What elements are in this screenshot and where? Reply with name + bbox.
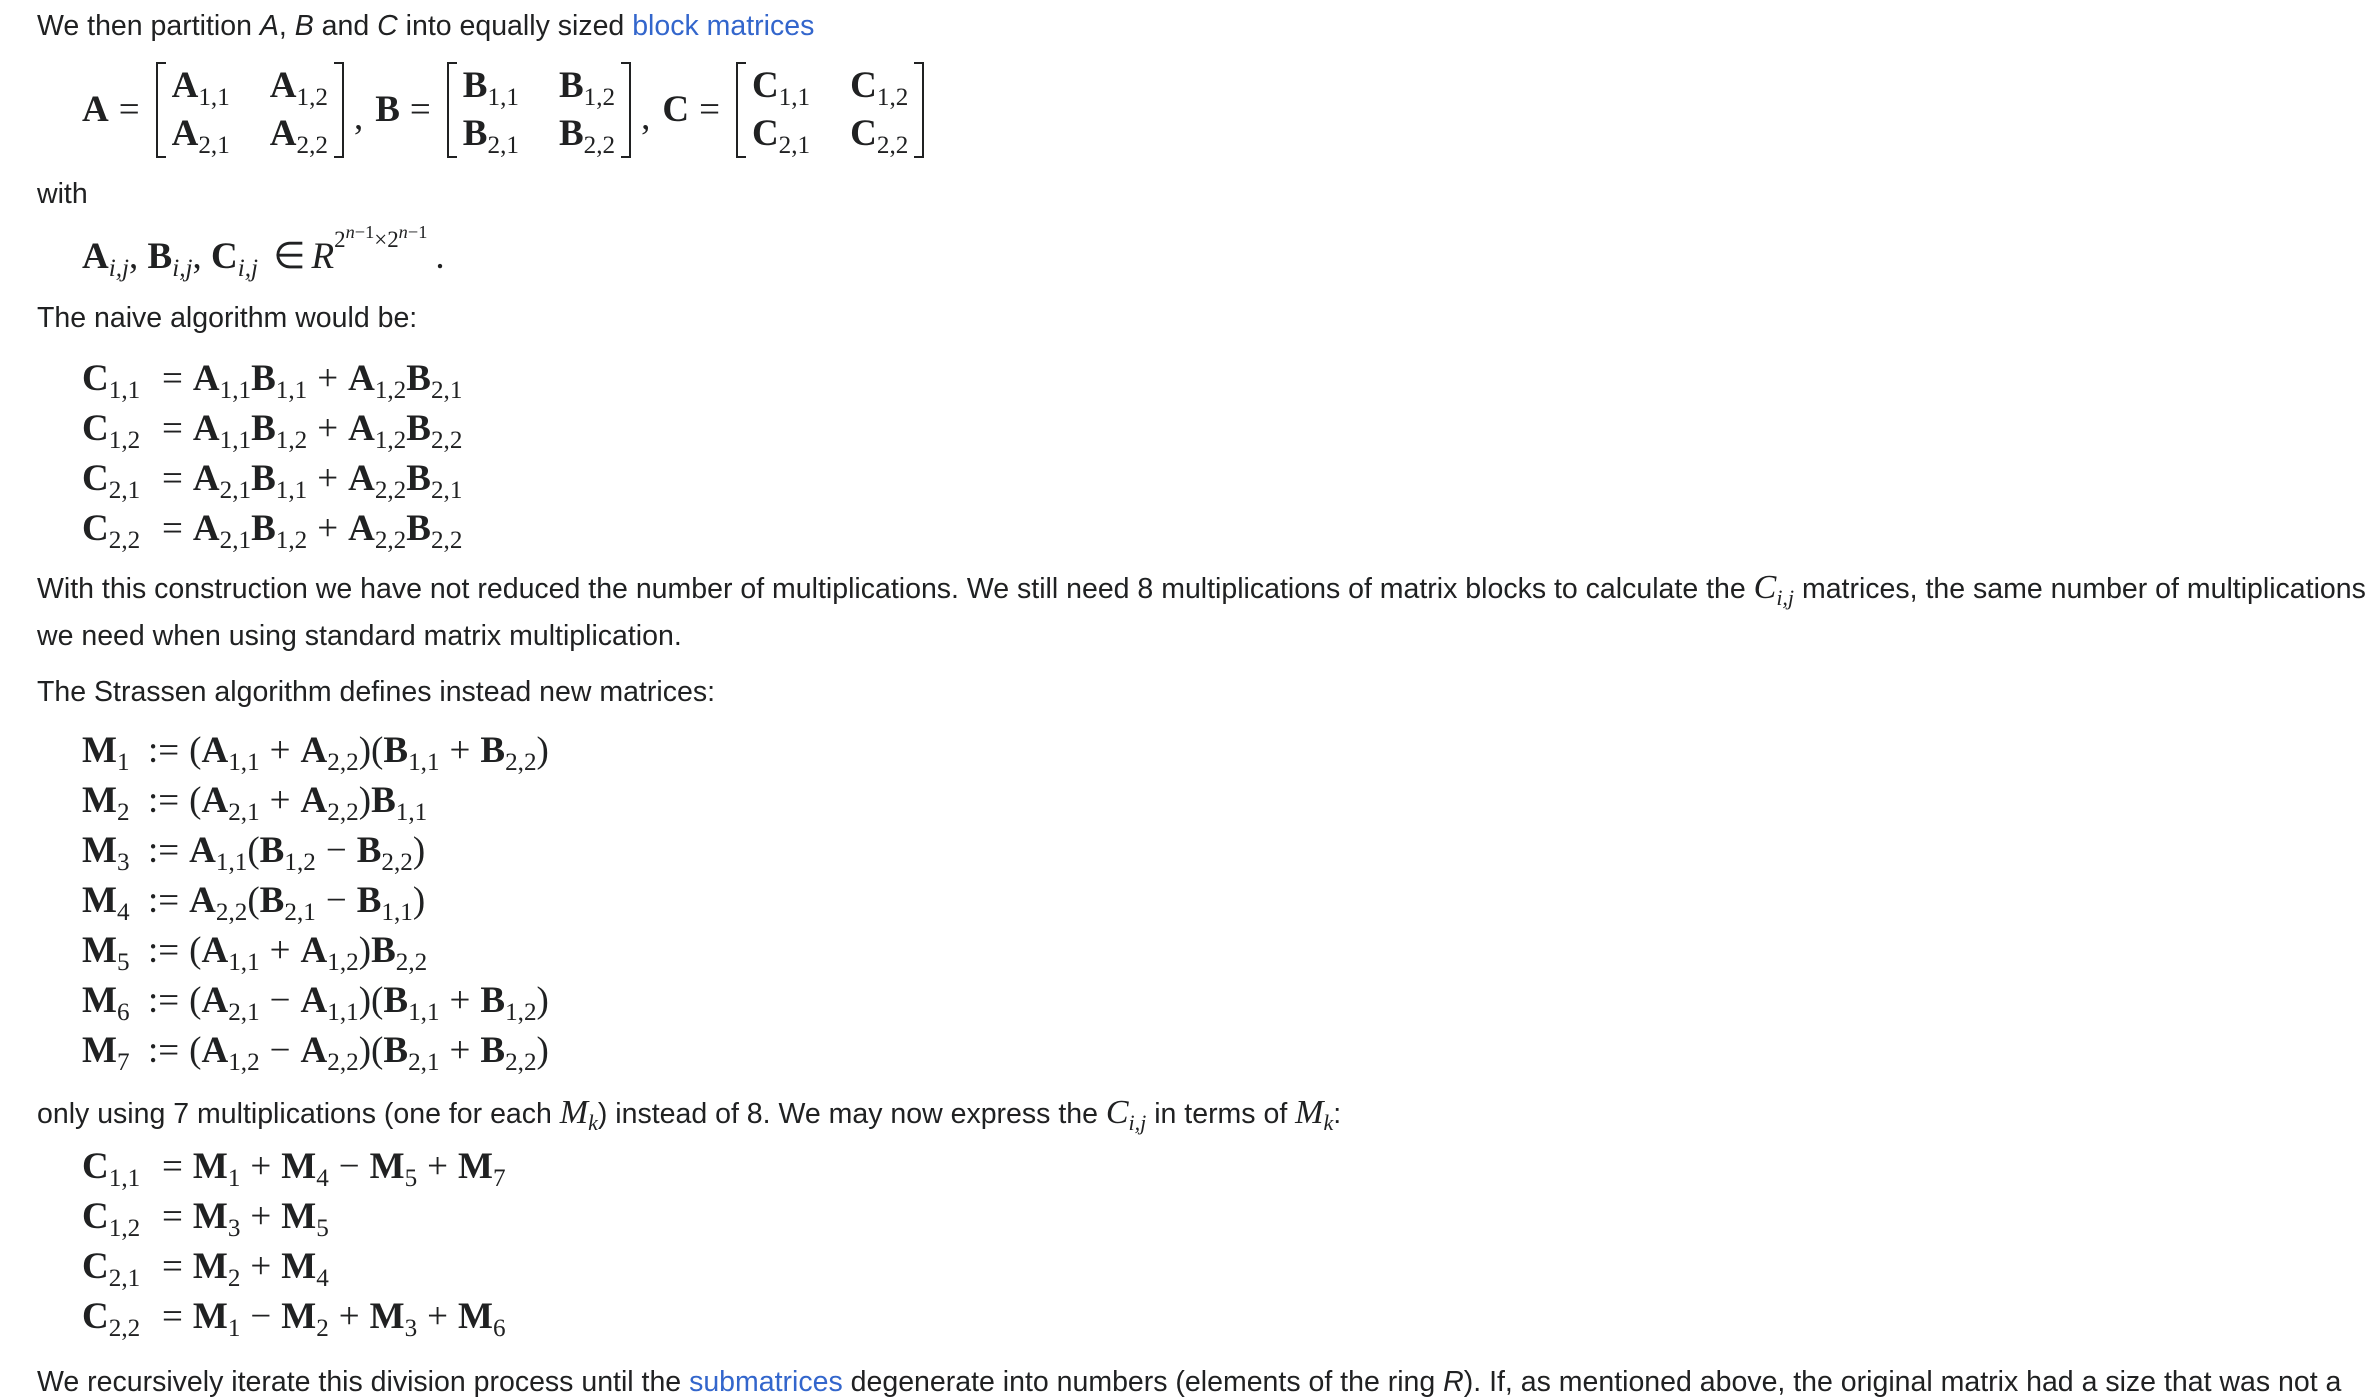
paragraph-construction: With this construction we have not reduced the number of multiplications. We still need 8 multiplications of matrix blocks to calculate the $C_{i,j}$ matrices, the same number of multiplications we need when using standard matrix multiplication.: [37, 569, 2366, 652]
equals: =: [699, 89, 720, 131]
naive-eq-3: $C_{2,1} = A_{2,1}B_{1,1} + A_{2,2}B_{2,1}$: [82, 458, 463, 505]
final-eq-2: $C_{1,2} = M_3 + M_5$: [82, 1196, 329, 1243]
separator: ,: [353, 97, 364, 139]
strassen-eq-1: $M_1$ := $(A_{1,1} + A_{2,2})(B_{1,1} + B_{2,2})$: [82, 730, 549, 777]
matrix-definitions: [82, 60, 930, 160]
var-a: A: [259, 10, 279, 42]
cell: $A_{1,1}$: [171, 65, 230, 112]
strassen-eq-4: $M_4$ := $A_{2,2}(B_{2,1} - B_{1,1})$: [82, 880, 426, 927]
strassen-equations: [82, 726, 549, 1076]
equals: =: [118, 89, 140, 131]
naive-equations: [82, 354, 462, 554]
cell: $A_{1,2}$: [269, 65, 328, 112]
matrix-c: [736, 62, 924, 158]
separator: ,: [641, 97, 651, 139]
text: into equally sized: [397, 10, 633, 42]
strassen-eq-7: $M_7$ := $(A_{1,2} - A_{2,2})(B_{2,1} + B_{2,2})$: [82, 1030, 549, 1077]
final-eq-3: $C_{2,1} = M_2 + M_4$: [82, 1246, 329, 1293]
equals: =: [409, 89, 431, 131]
naive-eq-1: $C_{1,1} = A_{1,1}B_{1,1} + A_{1,2}B_{2,1}$: [82, 358, 463, 405]
strassen-eq-5: $M_5$ := $(A_{1,1} + A_{1,2})B_{2,2}$: [82, 930, 428, 977]
cell: $C_{2,2}$: [850, 113, 909, 160]
cell: $C_{1,2}$: [850, 65, 909, 112]
cell: $B_{1,2}$: [558, 65, 616, 112]
cell: $A_{2,2}$: [269, 113, 328, 160]
cell: $C_{1,1}$: [751, 65, 811, 112]
strassen-eq-3: $M_3$ := $A_{1,1}(B_{1,2} - B_{2,2})$: [82, 830, 426, 877]
paragraph-partition: [37, 4, 2360, 50]
matrix-c-label: C: [662, 89, 690, 131]
cell: $C_{2,1}$: [751, 113, 811, 160]
math-c: C: [1753, 569, 1777, 606]
submatrices-link[interactable]: submatrices: [689, 1366, 843, 1398]
var-b: B: [294, 10, 314, 42]
naive-intro: The naive algorithm would be:: [37, 302, 418, 334]
final-eq-4: $C_{2,2} = M_1 - M_2 + M_3 + M_6$: [82, 1296, 506, 1343]
final-equations: [82, 1142, 506, 1342]
text: ,: [278, 10, 295, 42]
naive-eq-4: $C_{2,2} = A_{2,1}B_{1,2} + A_{2,2}B_{2,2}$: [82, 508, 463, 555]
text: We then partition: [37, 10, 260, 42]
matrix-a-label: A: [82, 89, 109, 131]
naive-eq-2: $C_{1,2} = A_{1,1}B_{1,2} + A_{1,2}B_{2,2}$: [82, 408, 463, 455]
paragraph-only-using: only using 7 multiplications (one for each $M_k$) instead of 8. We may now express the $C_{i,j}$ in terms of $M_k$:: [37, 1094, 1342, 1136]
cell: $B_{2,2}$: [558, 113, 616, 160]
matrix-b: [447, 62, 631, 158]
var-c: C: [377, 10, 398, 42]
cell: $B_{1,1}$: [462, 65, 519, 112]
matrix-a: [156, 62, 344, 158]
strassen-eq-2: $M_2$ := $(A_{2,1} + A_{2,2})B_{1,1}$: [82, 780, 428, 827]
membership-formula: $A_{i,j}$, $B_{i,j}$, $C_{i,j}$ ∈ $R^{2^{n-1}\times 2^{n-1}}$.: [82, 222, 445, 283]
matrix-b-label: B: [375, 89, 400, 131]
strassen-eq-6: $M_6$ := $(A_{2,1} - A_{1,1})(B_{1,1} + B_{1,2})$: [82, 980, 549, 1027]
with-text: with: [37, 178, 88, 210]
final-eq-1: $C_{1,1} = M_1 + M_4 - M_5 + M_7$: [82, 1146, 506, 1193]
block-matrices-link[interactable]: block matrices: [632, 10, 815, 42]
paragraph-recursion: We recursively iterate this division process until the submatrices degenerate into numbers (elements of the ring R). If, as mentioned above, the original matrix had a size that was not a: [37, 1366, 2342, 1398]
text: and: [313, 10, 378, 42]
cell: $A_{2,1}$: [171, 113, 230, 160]
cell: $B_{2,1}$: [462, 113, 519, 160]
strassen-intro: The Strassen algorithm defines instead new matrices:: [37, 676, 715, 708]
